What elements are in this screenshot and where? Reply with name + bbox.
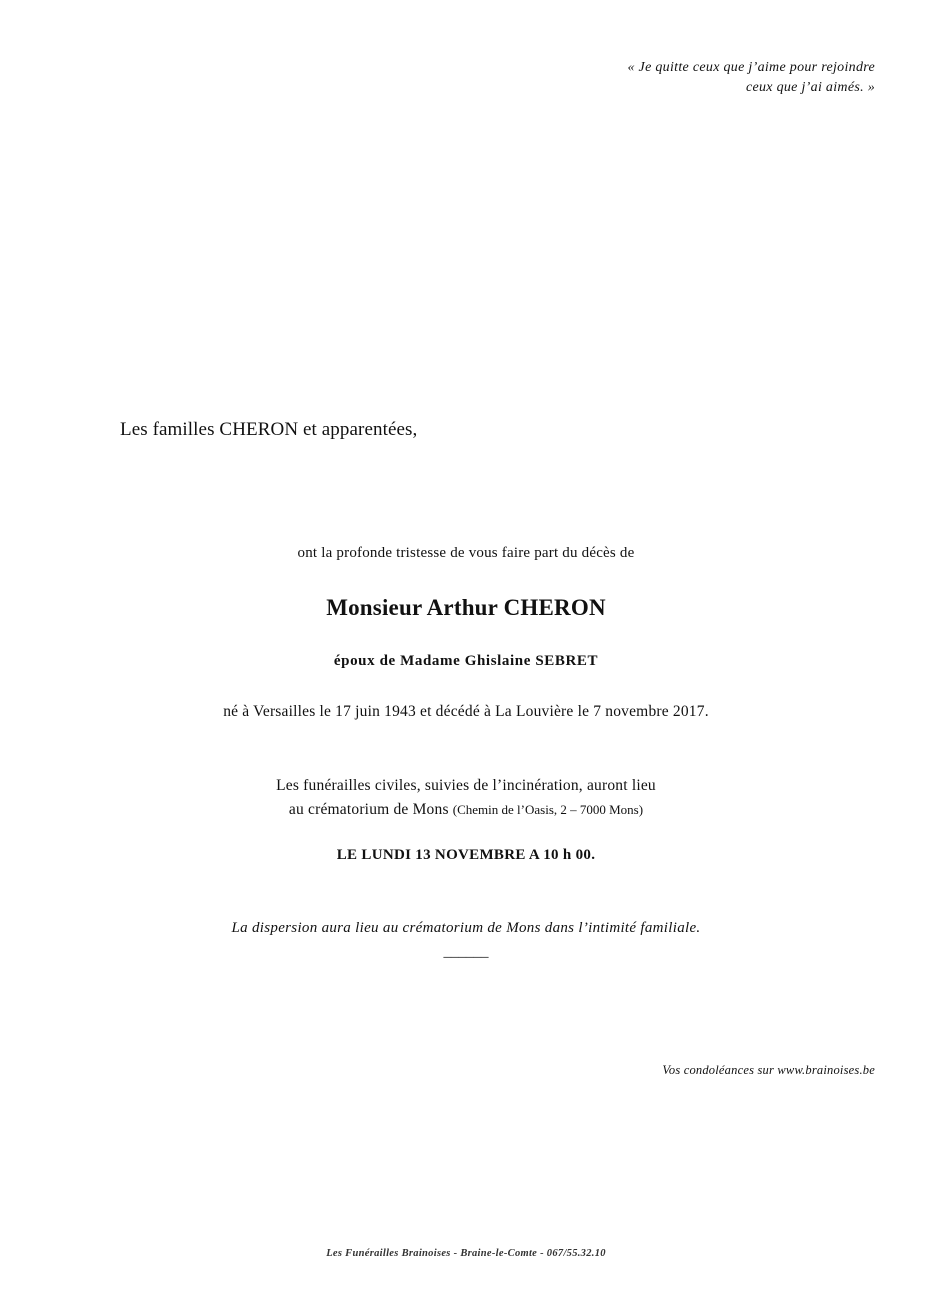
quote-line-2: ceux que j’ai aimés. »: [745, 80, 875, 95]
spouse-line: époux de Madame Ghislaine SEBRET: [333, 653, 599, 669]
funeral-details: [0, 774, 932, 822]
dispersion-note: La dispersion aura lieu au crématorium de Mons dans l’intimité familiale.: [231, 920, 701, 936]
quote-line-1: « Je quitte ceux que j’aime pour rejoindre: [627, 60, 875, 75]
funeral-line-2: [0, 798, 932, 822]
announcement-intro: ont la profonde tristesse de vous faire part du décès de: [297, 545, 635, 561]
funeral-location: au crématorium de Mons: [288, 801, 449, 818]
deceased-name: Monsieur Arthur CHERON: [326, 595, 606, 620]
families-heading: Les familles CHERON et apparentées,: [120, 419, 418, 440]
condolences-link[interactable]: Vos condoléances sur www.brainoises.be: [662, 1063, 875, 1077]
separator-line: ______: [443, 944, 489, 960]
funeral-line-1: Les funérailles civiles, suivies de l’incinération, auront lieu: [276, 777, 656, 794]
funeral-address: (Chemin de l’Oasis, 2 – 7000 Mons): [452, 802, 644, 817]
ceremony-date: LE LUNDI 13 NOVEMBRE A 10 h 00.: [336, 847, 596, 863]
footer-funeral-home: Les Funérailles Brainoises - Braine-le-Comte - 067/55.32.10: [326, 1248, 606, 1259]
birth-death-line: né à Versailles le 17 juin 1943 et décédé à La Louvière le 7 novembre 2017.: [223, 703, 709, 720]
epigraph-quote: [455, 58, 875, 98]
